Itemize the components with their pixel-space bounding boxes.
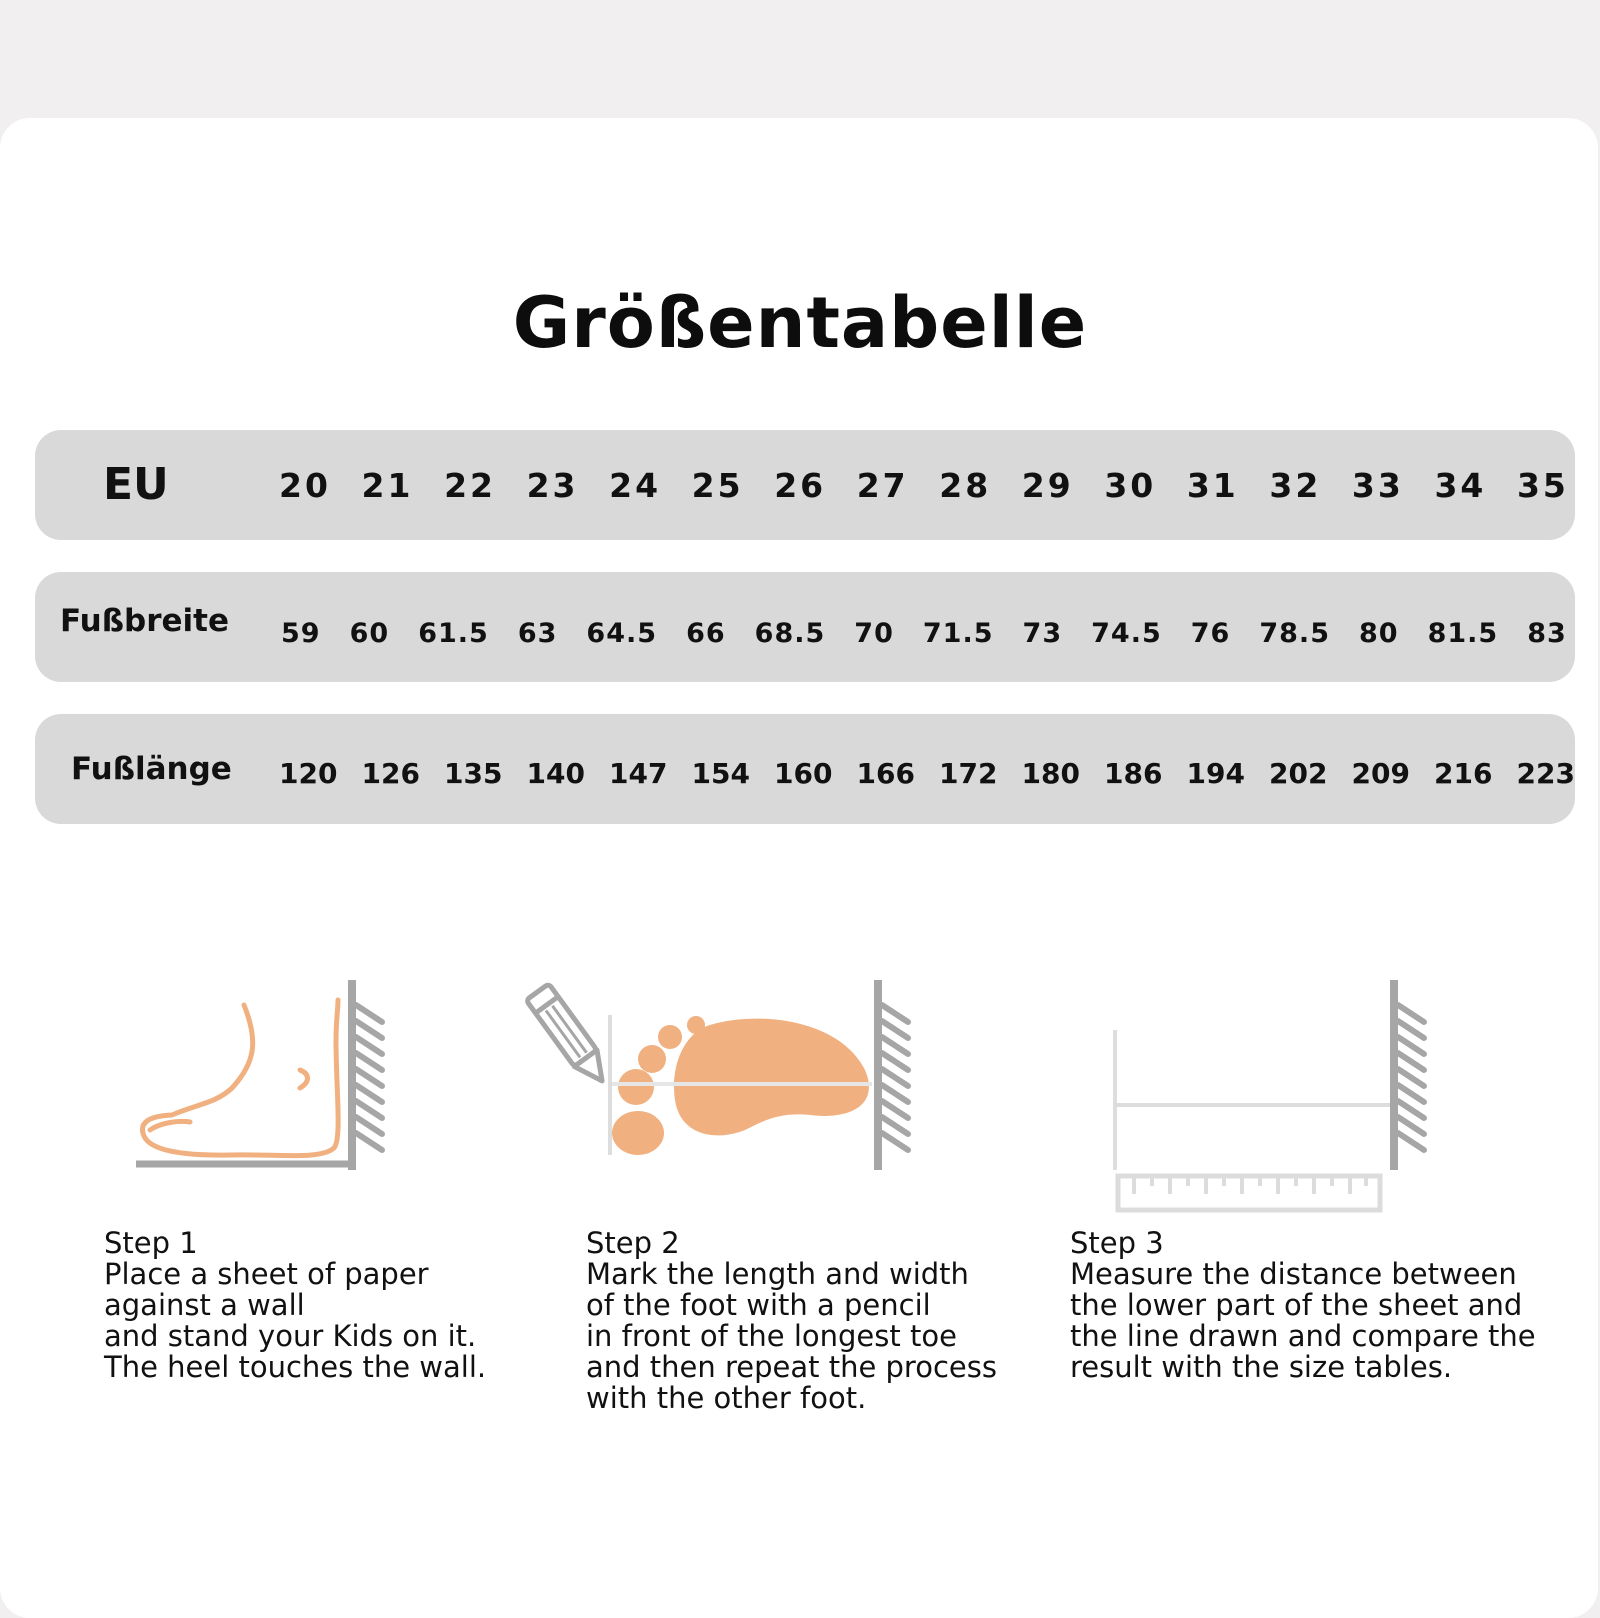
width-cell: 70 [854,617,894,649]
row-values-foot-width [281,578,1567,688]
width-cell: 68.5 [754,617,826,649]
width-cell: 76 [1190,617,1231,649]
size-cell: 34 [1434,465,1487,505]
length-cell: 194 [1186,756,1245,790]
row-label-foot-width: Fußbreite [60,603,229,639]
footprint-pencil-icon [520,970,940,1170]
step-line: of the foot with a pencil [586,1288,931,1322]
length-cell: 209 [1351,756,1410,790]
size-cell: 21 [361,465,414,505]
size-cell: 31 [1186,465,1239,505]
length-cell: 135 [444,756,503,790]
row-label-eu: EU [103,459,169,510]
length-cell: 180 [1021,756,1080,790]
size-cell: 30 [1104,465,1157,505]
page-title: Größentabelle [512,282,1088,364]
step-2 [586,1228,1046,1414]
length-cell: 186 [1104,756,1163,790]
width-cell: 81.5 [1427,617,1499,649]
ruler-measure-icon [1100,970,1440,1220]
step-heading: Step 1 [104,1226,198,1260]
step-line: Mark the length and width [586,1257,969,1291]
step-line: in front of the longest toe [586,1319,957,1353]
size-cell: 22 [444,465,496,505]
size-cell: 33 [1351,465,1404,505]
step-heading: Step 3 [1070,1226,1164,1260]
step-line: and then repeat the process [586,1350,997,1384]
length-cell: 166 [856,756,915,790]
width-cell: 80 [1359,617,1399,649]
width-cell: 59 [281,617,321,649]
length-cell: 126 [361,756,420,790]
step-heading: Step 2 [586,1226,680,1260]
row-values-eu [279,430,1569,540]
step-line: Place a sheet of paper [104,1257,429,1291]
length-cell: 160 [774,756,833,790]
size-cell: 28 [939,465,992,505]
size-cell: 24 [609,465,662,505]
length-cell: 216 [1434,756,1493,790]
width-cell: 73 [1022,617,1063,649]
row-values-foot-length [279,718,1575,828]
width-cell: 60 [349,617,390,649]
width-cell: 83 [1527,617,1567,649]
step-line: The heel touches the wall. [104,1350,487,1384]
size-cell: 29 [1021,465,1074,505]
width-cell: 78.5 [1259,617,1330,649]
width-cell: 64.5 [586,617,658,649]
size-cell: 35 [1516,465,1569,505]
width-cell: 63 [517,617,558,649]
step-line: the lower part of the sheet and [1070,1288,1523,1322]
step-line: and stand your Kids on it. [104,1319,477,1353]
row-label-foot-length: Fußlänge [71,751,232,787]
length-cell: 140 [526,756,585,790]
length-cell: 120 [279,756,338,790]
size-row-eu [35,430,1575,540]
step-3 [1070,1228,1580,1383]
width-cell: 74.5 [1091,617,1162,649]
size-row-foot-length [35,714,1575,824]
length-cell: 202 [1269,756,1328,790]
length-cell: 147 [609,756,668,790]
step-line: the line drawn and compare the [1070,1319,1536,1353]
step-line: against a wall [104,1288,305,1322]
step-1 [104,1228,564,1383]
length-cell: 154 [691,756,750,790]
size-row-foot-width [35,572,1575,682]
step-line: result with the size tables. [1070,1350,1453,1384]
size-cell: 32 [1269,465,1322,505]
foot-against-wall-icon [120,970,400,1170]
length-cell: 223 [1516,756,1575,790]
width-cell: 61.5 [418,617,489,649]
width-cell: 66 [686,617,726,649]
step-line: with the other foot. [586,1381,867,1415]
length-cell: 172 [939,756,998,790]
width-cell: 71.5 [922,617,994,649]
size-cell: 25 [691,465,744,505]
size-cell: 20 [279,465,331,505]
size-cell: 27 [856,465,909,505]
step-line: Measure the distance between [1070,1257,1517,1291]
size-cell: 26 [774,465,827,505]
size-cell: 23 [526,465,579,505]
